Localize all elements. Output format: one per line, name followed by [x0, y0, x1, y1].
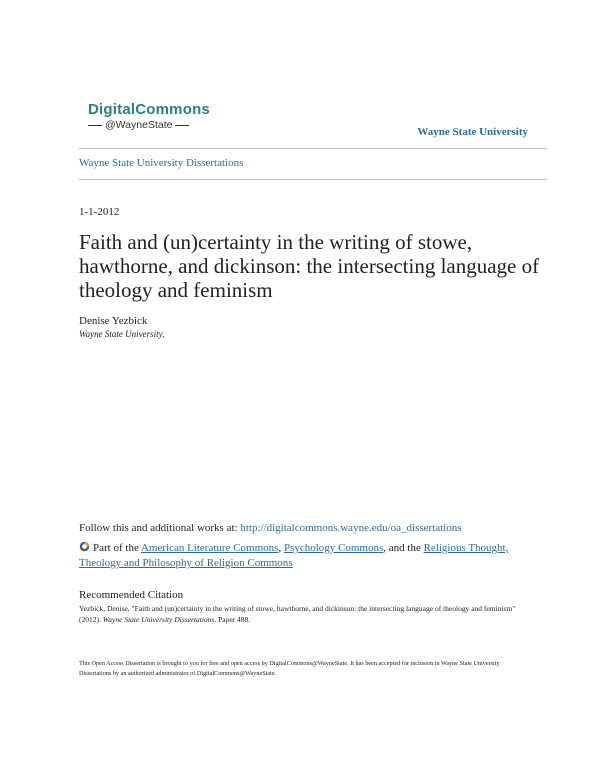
recommended-citation-heading: Recommended Citation — [79, 589, 184, 601]
american-literature-commons-link[interactable]: American Literature Commons — [140, 542, 279, 554]
citation-main: Yezbick, Denise, "Faith and (un)certainty in the writing of stowe, hawthorne, and dickinson: the intersecting language of theology and feminism" (2012). — [79, 604, 516, 624]
header-divider-top — [79, 148, 547, 149]
citation-series: Wayne State University Dissertations — [102, 615, 215, 624]
religious-thought-commons-link[interactable]: Religious Thought, Theology and Philosophy of Religion Commons — [79, 542, 509, 569]
header-divider-bottom — [79, 179, 547, 180]
part-of-sep1: , — [278, 542, 284, 554]
share-network-icon — [79, 541, 90, 552]
publication-date: 1-1-2012 — [79, 206, 120, 218]
collection-link[interactable]: Wayne State University Dissertations — [79, 157, 244, 169]
part-of-line — [79, 541, 519, 571]
logo-line2-row — [88, 119, 228, 131]
part-of-sep2: , and the — [383, 542, 424, 554]
university-link[interactable]: Wayne State University — [417, 126, 528, 138]
follow-label: Follow this and additional works at: — [79, 522, 241, 534]
logo-rule-right — [175, 125, 189, 126]
follow-link[interactable]: http://digitalcommons.wayne.edu/oa_dissertations — [240, 522, 462, 534]
document-title: Faith and (un)certainty in the writing of stowe, hawthorne, and dickinson: the intersecting language of theology and feminism — [79, 230, 540, 302]
logo-line1: DigitalCommons — [88, 101, 210, 118]
psychology-commons-link[interactable]: Psychology Commons — [283, 542, 384, 554]
logo-rule-left — [88, 125, 102, 126]
part-of-prefix: Part of the — [93, 542, 141, 554]
citation-end: . Paper 488. — [214, 615, 251, 624]
author-affiliation: Wayne State University, — [79, 329, 165, 339]
author-name: Denise Yezbick — [79, 315, 148, 327]
logo-line2: @WayneState — [105, 119, 173, 131]
citation-text — [79, 603, 519, 625]
open-access-notice: This Open Access Dissertation is brought to you for free and open access by DigitalCommons@WayneState. It has been accepted for inclusion in Wayne State University Dissertations by an authorized administrator of DigitalCommons@WayneState. — [79, 660, 500, 677]
digitalcommons-logo[interactable] — [88, 102, 228, 131]
follow-line — [79, 522, 462, 534]
